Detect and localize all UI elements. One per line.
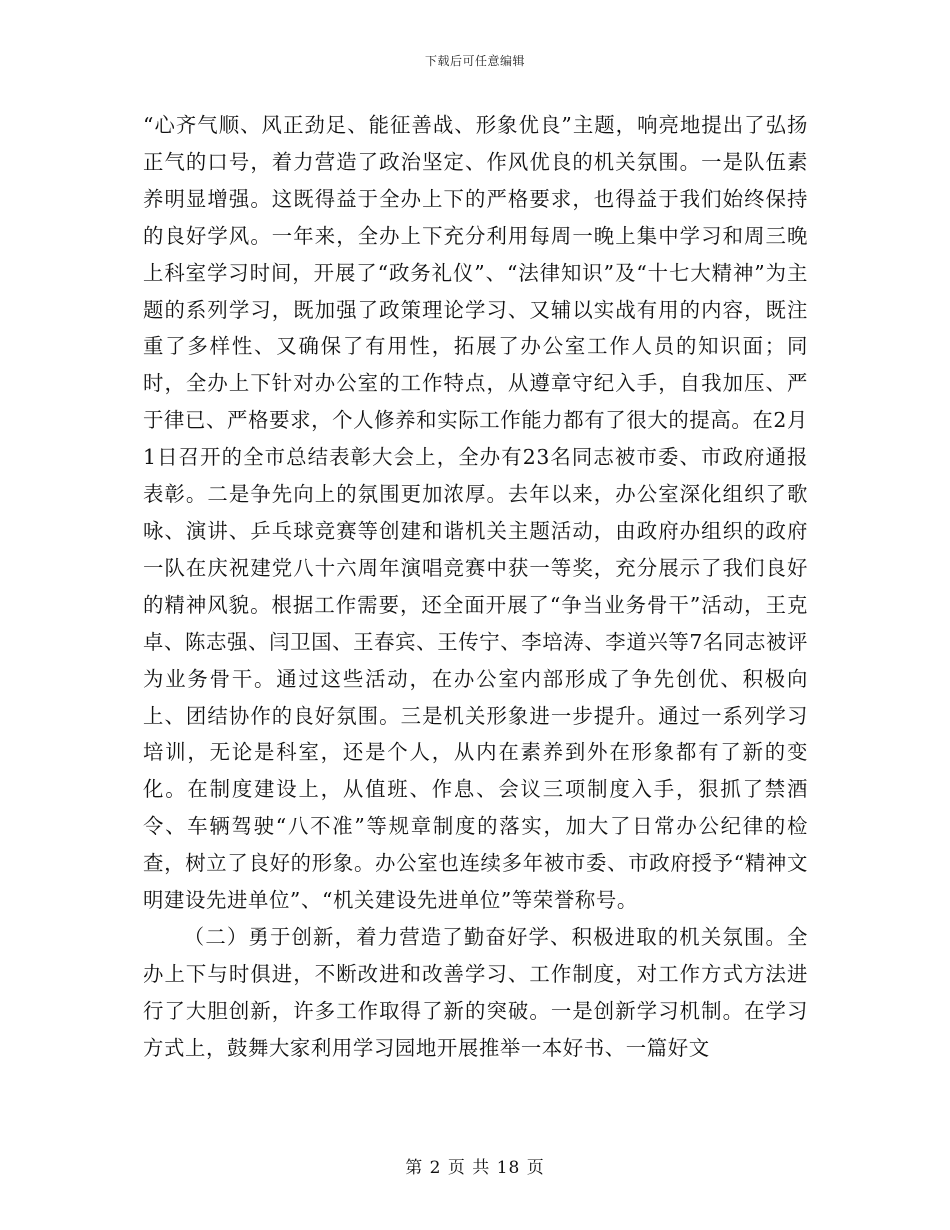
page-header: 下载后可任意编辑 <box>424 54 525 68</box>
paragraph-1: “心齐气顺、风正劲足、能征善战、形象优良”主题，响亮地提出了弘扬正气的口号，着力营造了政治坚定、作风优良的机关氛围。一是队伍素养明显增强。这既得益于全办上下的严格要求，也得益于我们始终保持的良好学风。一年来，全办上下充分利用每周一晚上集中学习和周三晚上科室学习时间，开展了“政务礼仪”、“法律知识”及“十七大精神”为主题的系列学习，既加强了政策理论学习、又辅以实战有用的内容，既注重了多样性、又确保了有用性，拓展了办公室工作人员的知识面；同时，全办上下针对办公室的工作特点，从遵章守纪入手，自我加压、严于律已、严格要求，个人修养和实际工作能力都有了很大的提高。在2月1日召开的全市总结表彰大会上，全办有23名同志被市委、市政府通报表彰。二是争先向上的氛围更加浓厚。去年以来，办公室深化组织了歌咏、演讲、乒乓球竞赛等创建和谐机关主题活动，由政府办组织的政府一队在庆祝建党八十六周年演唱竞赛中获一等奖，充分展示了我们良好的精神风貌。根据工作需要，还全面开展了“争当业务骨干”活动，王克卓、陈志强、闫卫国、王春宾、王传宁、李培涛、李道兴等7名同志被评为业务骨干。通过这些活动，在办公室内部形成了争先创优、积极向上、团结协作的良好氛围。三是机关形象进一步提升。通过一系列学习培训，无论是科室，还是个人，从内在素养到外在形象都有了新的变化。在制度建设上，从值班、作息、会议三项制度入手，狠抓了禁酒令、车辆驾驶“八不准”等规章制度的落实，加大了日常办公纪律的检查，树立了良好的形象。办公室也连续多年被市委、市政府授予“精神文明建设先进单位”、“机关建设先进单位”等荣誉称号。 <box>143 113 808 913</box>
document-body <box>143 107 808 1067</box>
page-number: 第 2 页 共 18 页 <box>405 1158 545 1178</box>
paragraph-2: （二）勇于创新，着力营造了勤奋好学、积极进取的机关氛围。全办上下与时俱进，不断改进和改善学习、工作制度，对工作方式方法进行了大胆创新，许多工作取得了新的突破。一是创新学习机制。在学习方式上，鼓舞大家利用学习园地开展推举一本好书、一篇好文 <box>143 924 808 1060</box>
